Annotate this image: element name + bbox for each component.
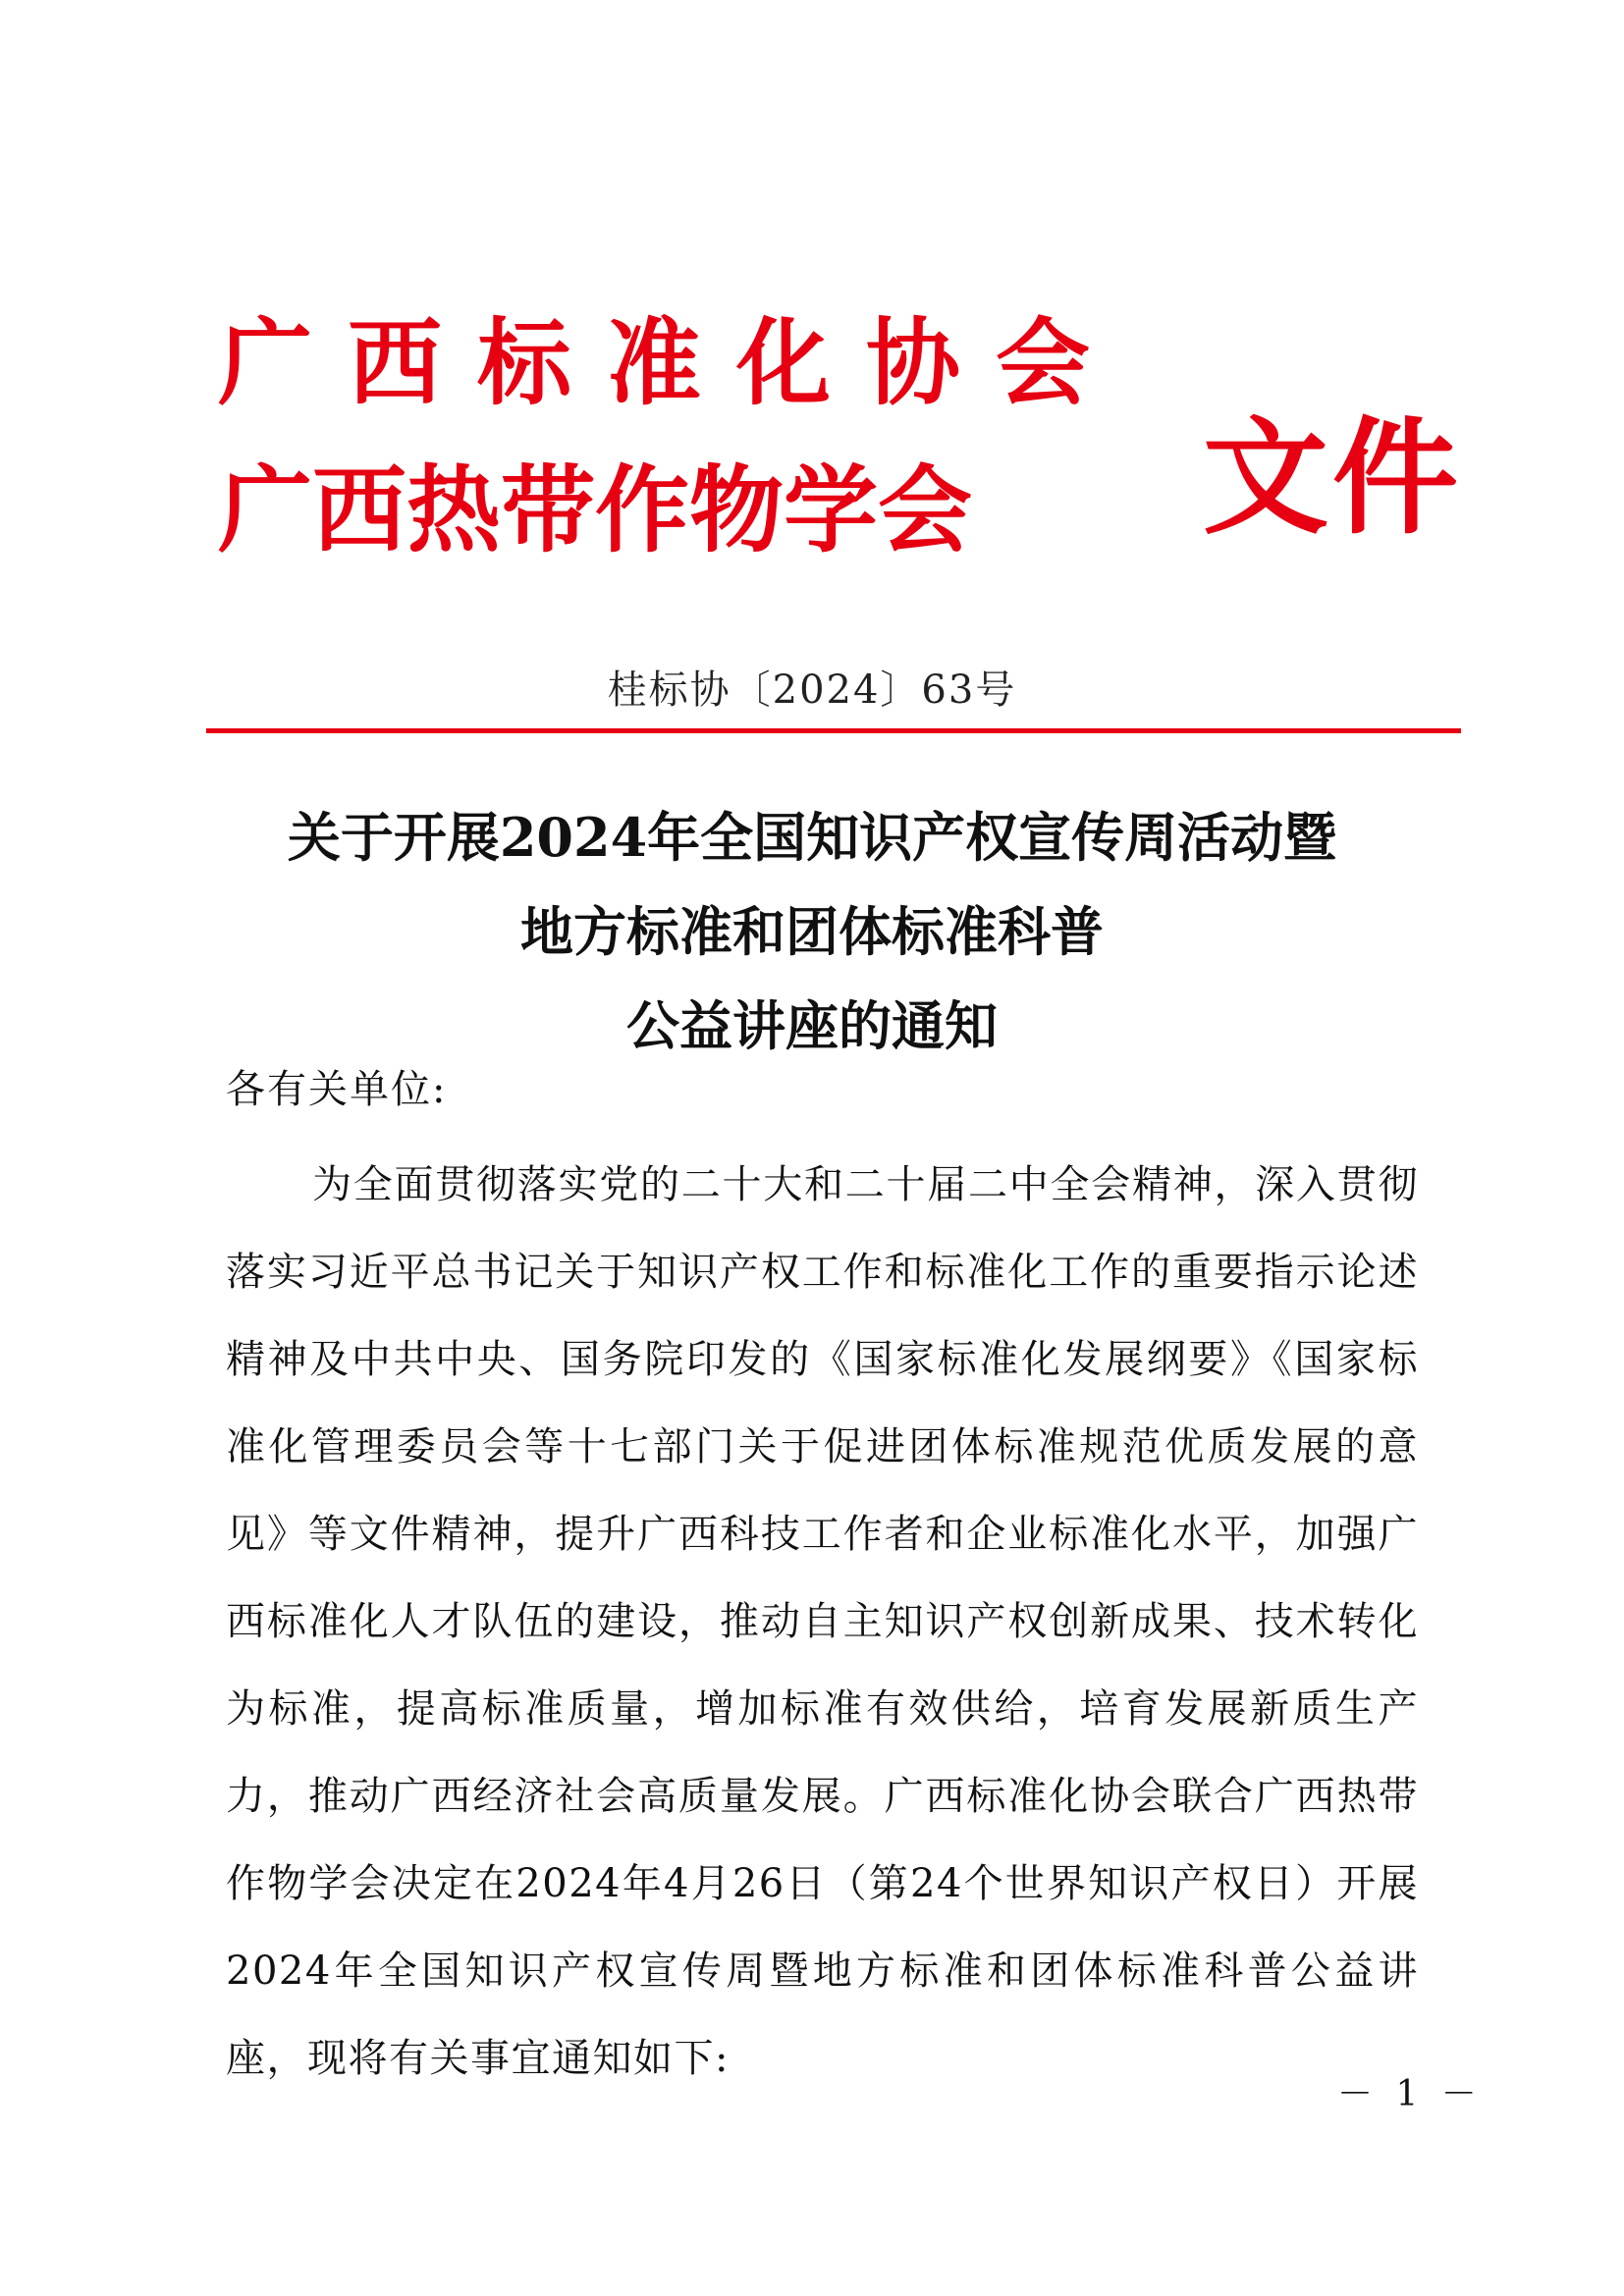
issuer-guangxi-standardization-association: 广西标准化协会: [218, 307, 1125, 418]
document-number: 桂标协〔2024〕63号: [607, 667, 1017, 713]
salutation: 各有关单位:: [226, 1067, 448, 1112]
document-label: 文件: [1203, 404, 1463, 552]
issuing-organizations: [218, 304, 1190, 599]
page-number: － 1 －: [1337, 2074, 1483, 2114]
title-line-3: 公益讲座的通知: [626, 994, 998, 1057]
red-divider-line: [206, 728, 1461, 733]
issuer-guangxi-tropical-crops-society: 广西热带作物学会: [218, 454, 972, 565]
title-line-1: 关于开展2024年全国知识产权宣传周活动暨: [287, 806, 1337, 869]
title-line-2: 地方标准和团体标准科普: [520, 900, 1104, 963]
body-paragraph: 为全面贯彻落实党的二十大和二十届二中全会精神，深入贯彻落实习近平总书记关于知识产权工作和标准化工作的重要指示论述精神及中共中央、国务院印发的《国家标准化发展纲要》《国家标准化管理委员会等十七部门关于促进团体标准规范优质发展的意见》等文件精神，提升广西科技工作者和企业标准化水平，加强广西标准化人才队伍的建设，推动自主知识产权创新成果、技术转化为标准，提高标准质量，增加标准有效供给，培育发展新质生产力，推动广西经济社会高质量发展。广西标准化协会联合广西热带作物学会决定在2024年4月26日（第24个世界知识产权日）开展2024年全国知识产权宣传周暨地方标准和团体标准科普公益讲座，现将有关事宜通知如下:: [226, 1162, 1419, 2081]
document-title: [147, 790, 1477, 1073]
